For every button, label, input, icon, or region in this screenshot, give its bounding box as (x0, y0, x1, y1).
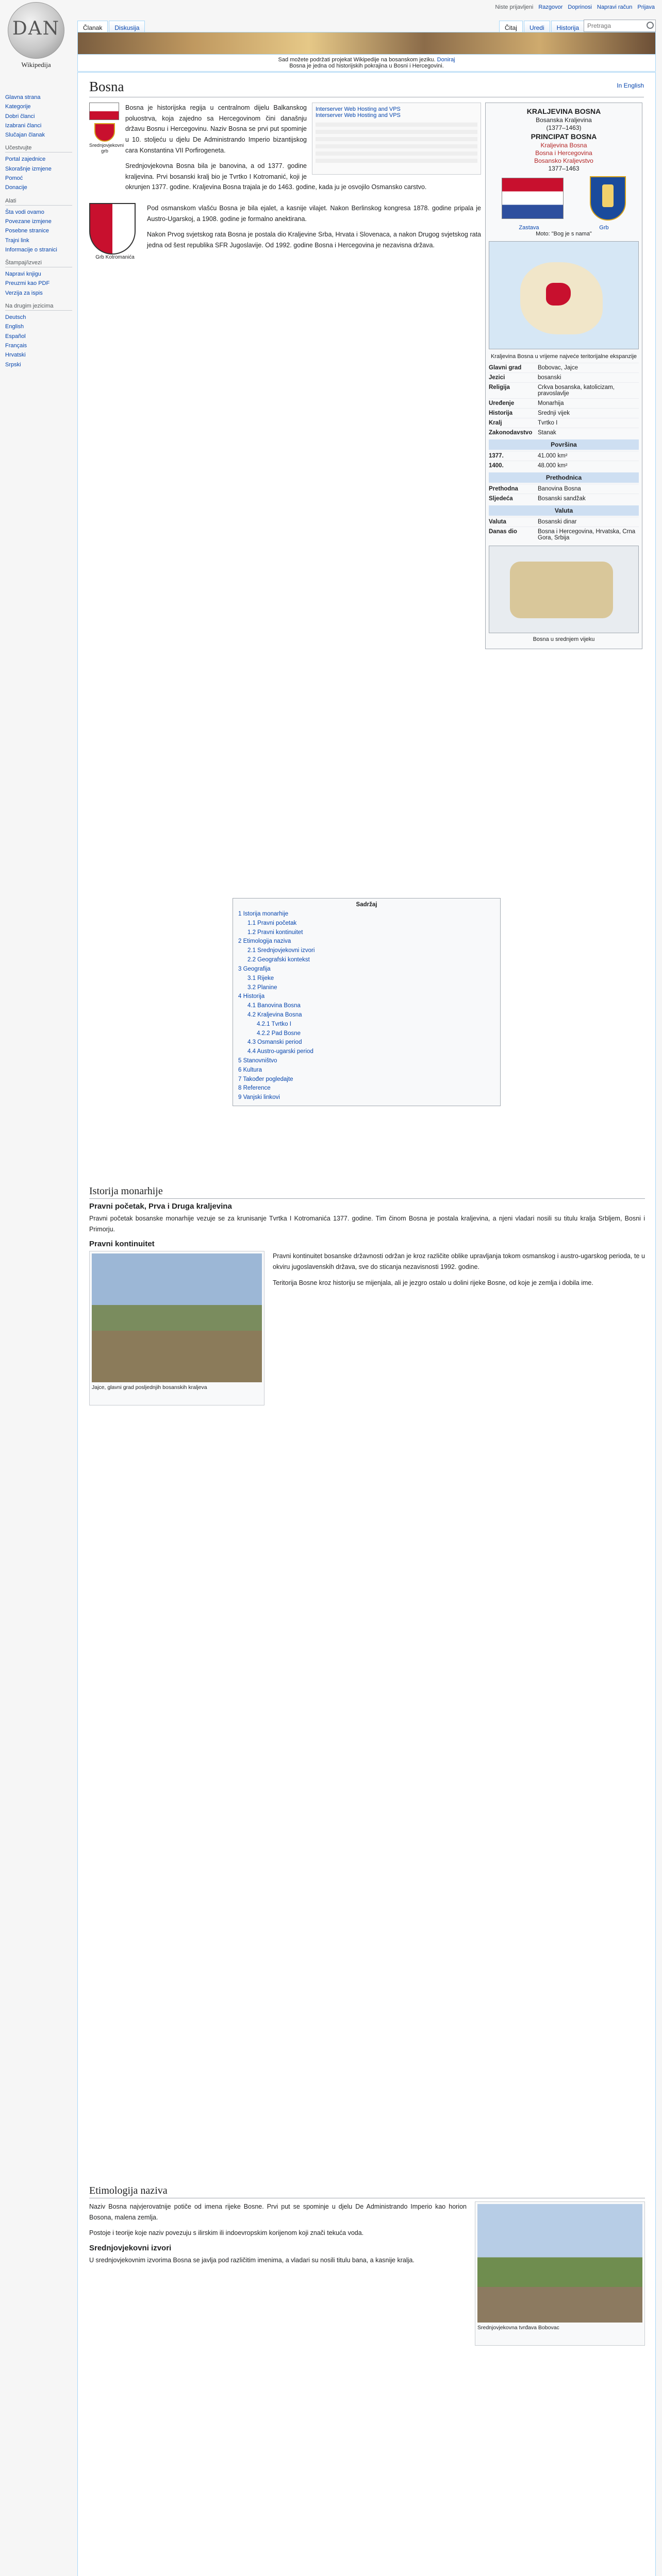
infobox-row-value: bosanski (538, 375, 561, 381)
intro-paragraph: Pod osmanskom vlašću Bosna je bila ejalet, a kasnije vilajet. Nakon Berlinskog kongresa 1878. godine pripala je Austro-Ugarskoj, a 1908. godine je formalno anektirana. (147, 205, 481, 223)
figure-caption: Srednjovjekovna tvrđava Bobovac (477, 2325, 559, 2331)
infobox-row-label: Jezici (489, 375, 505, 381)
ad-line[interactable]: Interserver Web Hosting and VPS (316, 112, 401, 118)
flag-icon[interactable] (502, 178, 564, 219)
coat-figure (89, 203, 141, 260)
sidebar-item[interactable]: Kategorije (5, 104, 31, 110)
infobox-row-label: Sljedeća (489, 496, 513, 502)
infobox-row (489, 372, 639, 382)
sidebar-group-title: Štampaj/izvezi (5, 260, 72, 267)
ad-image (316, 122, 477, 163)
infobox-title: KRALJEVINA BOSNA (526, 107, 601, 115)
infobox-native-line: Bosna i Hercegovina (535, 149, 592, 157)
sidebar-item[interactable]: Dobri članci (5, 113, 35, 120)
tab-history[interactable]: Historija (551, 21, 585, 35)
infobox-row-label: Danas dio (489, 529, 517, 535)
infobox-row-label: Valuta (489, 519, 506, 525)
infobox-row (489, 461, 639, 470)
coat-link[interactable]: Grb (599, 225, 609, 231)
toc-item[interactable]: 2.1 Srednjovjekovni izvori (247, 947, 315, 954)
subsection-heading: Srednjovjekovni izvori (89, 2243, 172, 2252)
sidebar-item[interactable]: Napravi knjigu (5, 271, 41, 278)
infobox-row-label: Glavni grad (489, 365, 522, 371)
toc-item[interactable]: 4.3 Osmanski period (247, 1039, 302, 1046)
figure-image[interactable] (477, 2204, 642, 2323)
tab-discussion[interactable]: Diskusija (109, 21, 145, 35)
toc-item[interactable]: 3.2 Planine (247, 984, 277, 991)
infobox-map[interactable] (489, 241, 639, 349)
infobox-subtitle: Bosanska Kraljevina (536, 116, 592, 124)
table-of-contents (233, 898, 501, 1106)
sidebar-item[interactable]: Posebne stranice (5, 228, 49, 234)
section-paragraph: Naziv Bosna najvjerovatnije potiče od imena rijeke Bosne. Prvi put se spominje u djelu De Administrando Imperio kao horion Bosona, malena zemlja. (89, 2203, 467, 2221)
ad-line[interactable]: Interserver Web Hosting and VPS (316, 106, 401, 112)
sidebar-item[interactable]: Informacije o stranici (5, 246, 57, 253)
sidebar-group-title: Na drugim jezicima (5, 303, 72, 311)
infobox-row-value: Bobovac, Jajce (538, 365, 578, 371)
infobox-native-line: Kraljevina Bosna (540, 142, 587, 149)
toc-item[interactable]: 1 Istorija monarhije (238, 911, 289, 917)
infobox-rows (489, 363, 639, 437)
infobox-row-label: 1377. (489, 453, 504, 459)
infobox-row-value: Crkva bosanska, katolicizam, pravoslavlje (538, 384, 615, 397)
user-link-create[interactable]: Napravi račun (597, 4, 633, 10)
infobox-row-value: Bosanski sandžak (538, 496, 586, 502)
figure-image[interactable] (92, 1253, 262, 1382)
sidebar-group (5, 93, 72, 140)
infobox-row-label: Prethodna (489, 486, 518, 492)
sidebar-item[interactable]: Trajni link (5, 237, 29, 244)
search-icon[interactable] (647, 22, 654, 29)
infobox-currency-rows (489, 517, 639, 543)
map-highlight (546, 283, 571, 306)
globe-icon: DAN (8, 2, 64, 59)
shield-icon (94, 123, 115, 142)
infobox-dates: 1377–1463 (548, 165, 580, 172)
site-notice (77, 55, 656, 72)
user-links (495, 4, 655, 10)
figure-caption: Jajce, glavni grad posljednjih bosanskih kraljeva (92, 1384, 207, 1391)
infobox-section-area: Površina (489, 439, 639, 450)
toc-item[interactable]: 2 Etimologija naziva (238, 938, 291, 945)
toc-item[interactable]: 4.2.1 Tvrtko I (257, 1021, 291, 1027)
toc-item[interactable]: 6 Kultura (238, 1066, 262, 1073)
page-title: Bosna (89, 79, 644, 97)
intro-paragraph: Nakon Prvog svjetskog rata Bosna je postala dio Kraljevine Srba, Hrvata i Slovenaca, a nakon Drugog svjetskog rata jedna od šest republika SFR Jugoslavije. Od 1992. godine Bosna i Hercegovina je nezavisna država. (147, 231, 481, 249)
toc-item[interactable]: 5 Stanovništvo (238, 1058, 277, 1064)
toc-item[interactable]: 4 Historija (238, 993, 265, 1000)
infobox-row-value: Bosna i Hercegovina, Hrvatska, Crna Gora, Srbija (538, 529, 636, 541)
sidebar-item[interactable]: Hrvatski (5, 352, 26, 359)
infobox-row-label: Kralj (489, 420, 502, 426)
infobox-map-2[interactable] (489, 546, 639, 633)
toc-item[interactable]: 1.1 Pravni početak (247, 920, 297, 926)
sidebar-item[interactable]: Deutsch (5, 314, 26, 321)
infobox-image-captions (489, 225, 639, 231)
infobox-row (489, 408, 639, 418)
sidebar-group-title: Učestvujte (5, 145, 72, 152)
infobox-row-label: Religija (489, 384, 510, 391)
toc-title: Sadržaj (356, 902, 377, 908)
sidebar (0, 88, 72, 369)
language-button[interactable]: In English (617, 82, 644, 89)
sidebar-item[interactable]: Portal zajednice (5, 156, 46, 163)
sidebar-item[interactable]: Español (5, 333, 26, 340)
flag-link[interactable]: Zastava (519, 225, 539, 231)
flag-icon (89, 103, 119, 120)
infobox-images (489, 176, 639, 221)
sidebar-item[interactable]: Preuzmi kao PDF (5, 280, 50, 287)
user-link-login[interactable]: Prijava (637, 4, 655, 10)
tab-edit[interactable]: Uredi (524, 21, 550, 35)
infobox-row-value: Tvrtko I (538, 420, 558, 426)
section-paragraph: Pravni početak bosanske monarhije vezuje se za krunisanje Tvrtka I Kotromanića 1377. godine. Tim činom Bosna je postala kraljevina, a njeni vladari nosili su titulu kralja Srbljem, Bosni i Primorju. (89, 1215, 645, 1233)
section-etymology (89, 2185, 645, 2346)
infobox-row (489, 398, 639, 408)
sidebar-item[interactable]: Français (5, 342, 27, 349)
map-land (510, 562, 613, 618)
donate-link[interactable]: Doniraj (437, 57, 455, 63)
section-heading: Istorija monarhije (89, 1185, 645, 1199)
sidebar-item[interactable]: Verzija za ispis (5, 290, 43, 296)
figure-jajce (89, 1251, 264, 1405)
toc-list (238, 910, 495, 1103)
section-paragraph: Pravni kontinuitet bosanske državnosti održan je kroz različite oblike upravljanja tokom osmanskog i austro-ugarskog perioda, te u okviru jugoslavenskih država, sve do sticanja nezavisnosti 1992. godine. (273, 1252, 645, 1270)
section-heading: Etimologija naziva (89, 2185, 645, 2198)
infobox-row-value: 48.000 km² (538, 463, 568, 469)
section-history (89, 1185, 645, 1405)
infobox (485, 103, 642, 649)
sidebar-item[interactable]: Povezane izmjene (5, 218, 52, 225)
sidebar-item[interactable]: English (5, 324, 24, 330)
section-paragraph: Teritorija Bosne kroz historiju se mijenjala, ali je jezgro ostalo u dolini rijeke Bosne, od koje je zemlja i dobila ime. (273, 1279, 593, 1286)
site-name: Wikipedija (21, 61, 51, 69)
tab-read[interactable]: Čitaj (499, 21, 523, 35)
infobox-section-prev: Prethodnica (489, 472, 639, 483)
infobox-row (489, 517, 639, 527)
infobox-row-value: Bosanski dinar (538, 519, 577, 525)
infobox-prev-rows (489, 484, 639, 503)
toc-item[interactable]: 4.2.2 Pad Bosne (257, 1030, 301, 1037)
intro-paragraph: Bosna je historijska regija u centralnom dijelu Balkanskog poluostrva, koja zajedno sa Hercegovinom čini današnju državu Bosnu i Hercegovinu. Naziv Bosna se prvi put spominje u 10. stoljeću u djelu De Administrando Imperio bizantijskog cara Konstantina VII Porfirogeneta. (125, 104, 307, 154)
infobox-row (489, 418, 639, 428)
infobox-years: (1377–1463) (546, 124, 582, 131)
page-header (0, 0, 662, 32)
sidebar-item[interactable]: Šta vodi ovamo (5, 209, 44, 215)
infobox-row-value: 41.000 km² (538, 453, 568, 459)
figure-bobovac (475, 2201, 645, 2346)
infobox-row-label: Zakonodavstvo (489, 430, 533, 436)
toc-item[interactable]: 4.2 Kraljevina Bosna (247, 1011, 302, 1018)
infobox-area-rows (489, 451, 639, 470)
coat-of-arms-icon[interactable] (590, 176, 626, 221)
coat-of-arms-icon (89, 203, 136, 255)
infobox-row-label: 1400. (489, 463, 504, 469)
notice-text: Sad možete podržati projekat Wikipedije na bosanskom jeziku. (278, 57, 436, 63)
sidebar-group (5, 198, 72, 255)
infobox-row (489, 494, 639, 503)
search-input[interactable] (584, 20, 656, 32)
subsection-heading: Pravni početak, Prva i Druga kraljevina (89, 1202, 232, 1211)
intro-block (89, 103, 481, 260)
infobox-row (489, 484, 639, 494)
user-status: Niste prijavljeni (495, 4, 534, 10)
infobox-row-label: Uređenje (489, 400, 515, 406)
sidebar-group (5, 145, 72, 192)
toc-item[interactable]: 9 Vanjski linkovi (238, 1094, 280, 1101)
left-flag (89, 103, 124, 198)
infobox-row (489, 428, 639, 437)
infobox-row (489, 363, 639, 372)
infobox-row (489, 451, 639, 461)
infobox-row (489, 527, 639, 543)
toc-item[interactable]: 2.2 Geografski kontekst (247, 957, 310, 963)
subsection-heading: Pravni kontinuitet (89, 1240, 155, 1249)
section-paragraph: U srednjovjekovnim izvorima Bosna se javlja pod različitim imenima, a vladari su nosili titulu bana, a kasnije kralja. (89, 2256, 415, 2264)
infobox-row-label: Historija (489, 410, 513, 416)
infobox-row-value: Banovina Bosna (538, 486, 581, 492)
infobox-map-caption: Kraljevina Bosna u vrijeme najveće teritorijalne ekspanzije (490, 353, 637, 360)
infobox-native-line: Bosansko Kraljevstvo (534, 157, 593, 164)
left-flag-caption: Srednjovjekovni grb (89, 143, 124, 154)
sidebar-item[interactable]: Donacije (5, 184, 27, 191)
section-paragraph: Postoje i teorije koje naziv povezuju s ilirskim ili indoevropskim korijenom koji znači tekuća voda. (89, 2229, 364, 2237)
toc-item[interactable]: 1.2 Pravni kontinuitet (247, 929, 303, 936)
sidebar-group-title: Alati (5, 198, 72, 206)
sidebar-item[interactable]: Pomoć (5, 175, 23, 182)
banner-image (78, 32, 655, 54)
toc-item[interactable]: 8 Reference (238, 1085, 271, 1092)
infobox-row-value: Srednji vijek (538, 410, 570, 416)
coat-caption: Grb Kotromanića (95, 255, 135, 260)
infobox-motto: Moto: "Bog je s nama" (536, 231, 592, 237)
infobox-row-value: Monarhija (538, 400, 564, 406)
toc-item[interactable]: 3.1 Rijeke (247, 975, 274, 981)
infobox-native-title: PRINCIPAT BOSNA (531, 132, 597, 141)
sidebar-item[interactable]: Srpski (5, 361, 21, 368)
infobox-row (489, 382, 639, 398)
toc-item[interactable]: 3 Geografija (238, 965, 271, 972)
sidebar-item[interactable]: Slučajan članak (5, 132, 45, 139)
notice-text-2: Bosna je jedna od historijskih pokrajina u Bosni i Hercegovini. (289, 63, 444, 69)
intro-paragraph: Srednjovjekovna Bosna bila je banovina, a od 1377. godine kraljevina. Prvi bosanski kralj bio je Tvrtko I Kotromanić, koji je okrunjen 1377. godine. Kraljevina Bosna trajala je do 1463. godine, kada ju je osvojilo Osmansko carstvo. (125, 162, 427, 191)
sidebar-group (5, 303, 72, 369)
infobox-section-currency: Valuta (489, 505, 639, 516)
toc-item[interactable]: 4.4 Austro-ugarski period (247, 1048, 313, 1055)
toc-item[interactable]: 7 Također pogledajte (238, 1076, 293, 1082)
user-link-talk[interactable]: Razgovor (538, 4, 563, 10)
sidebar-item[interactable]: Izabrani članci (5, 122, 42, 129)
ad-box[interactable] (312, 103, 481, 175)
sidebar-item[interactable]: Skorašnje izmjene (5, 165, 52, 172)
banner (77, 32, 656, 55)
infobox-map2-caption: Bosna u srednjem vijeku (533, 636, 595, 642)
article-content (77, 72, 656, 2576)
site-logo[interactable] (5, 2, 67, 79)
sidebar-item[interactable]: Glavna strana (5, 94, 41, 100)
tab-article[interactable]: Članak (77, 21, 108, 35)
infobox-row-value: Stanak (538, 430, 556, 436)
toc-item[interactable]: 4.1 Banovina Bosna (247, 1003, 301, 1009)
sidebar-group (5, 260, 72, 298)
user-link-contribs[interactable]: Doprinosi (568, 4, 592, 10)
